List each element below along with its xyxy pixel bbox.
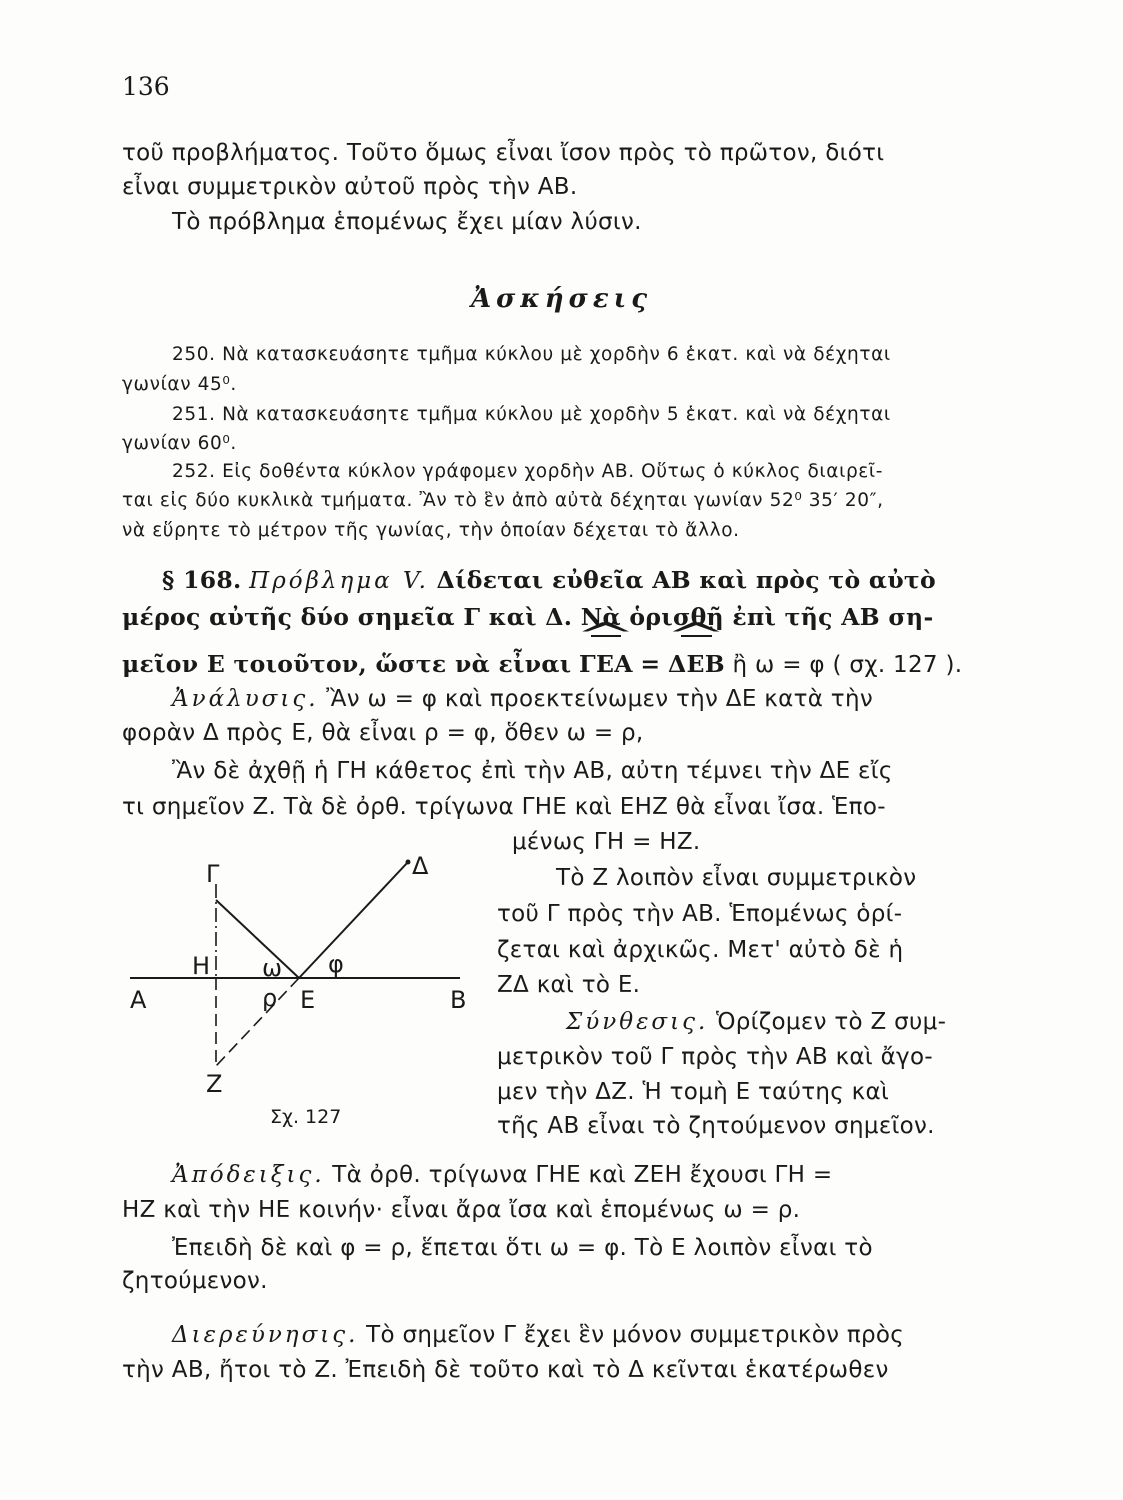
- problem-text: Δίδεται εὐθεῖα ΑΒ καὶ πρὸς τὸ αὐτὸ: [436, 566, 937, 594]
- analysis-line: [172, 686, 873, 712]
- analysis-line: τι σημεῖον Ζ. Τὰ δὲ ὀρθ. τρίγωνα ΓΗΕ καὶ ΕΗΖ θὰ εἶναι ἴσα. Ἑπο-: [122, 794, 886, 820]
- label-epsilon: Ε: [300, 986, 316, 1014]
- proof-line: ζητούμενον.: [122, 1268, 268, 1294]
- synthesis-line: μεν τὴν ΔΖ. Ἡ τομὴ Ε ταύτης καὶ: [497, 1079, 890, 1105]
- exercise-line: γωνίαν 60⁰.: [122, 433, 237, 454]
- label-zeta: Ζ: [206, 1070, 223, 1098]
- figure-127: [120, 840, 480, 1140]
- exercise-line: ται εἰς δύο κυκλικὰ τμήματα. Ἂν τὸ ἓν ἀπὸ αὐτὰ δέχηται γωνίαν 52⁰ 35′ 20″,: [122, 490, 884, 511]
- point-d: [406, 860, 411, 865]
- segment-ge: [216, 900, 299, 982]
- problem-text: μεῖον Ε τοιοῦτον, ὥστε νὰ εἶναι: [122, 650, 572, 678]
- analysis-text: Ἂν ω = φ καὶ προεκτείνωμεν τὴν ΔΕ κατὰ τὴν: [326, 686, 873, 712]
- synthesis-line: [566, 1009, 946, 1035]
- text-line: εἶναι συμμετρικὸν αὐτοῦ πρὸς τὴν ΑΒ.: [122, 174, 578, 200]
- discussion-text: Τὸ σημεῖον Γ ἔχει ἓν μόνον συμμετρικὸν πρὸς: [366, 1322, 905, 1348]
- proof-text: Τὰ ὀρθ. τρίγωνα ΓΗΕ καὶ ΖΕΗ ἔχουσι ΓΗ =: [332, 1162, 833, 1188]
- page-number: 136: [122, 72, 170, 101]
- section-number: § 168.: [162, 566, 242, 594]
- figure-reference: ( σχ. 127 ).: [832, 652, 963, 678]
- label-omega: ω: [262, 954, 283, 982]
- angle-gea: ΓΕΑ ^: [579, 650, 633, 678]
- text-line: τοῦ προβλήματος. Τοῦτο ὅμως εἶναι ἴσον πρὸς τὸ πρῶτον, διότι: [122, 140, 885, 166]
- label-alpha: Α: [130, 986, 147, 1014]
- proof-line: Ἐπειδὴ δὲ καὶ φ = ρ, ἕπεται ὅτι ω = φ. Τὸ Ε λοιπὸν εἶναι τὸ: [172, 1235, 873, 1261]
- label-delta: Δ: [412, 852, 429, 880]
- analysis-line: φορὰν Δ πρὸς Ε, θὰ εἶναι ρ = φ, ὅθεν ω = ρ,: [122, 720, 644, 746]
- analysis-line: ΖΔ καὶ τὸ Ε.: [497, 972, 641, 998]
- exercise-line: 250. Νὰ κατασκευάσητε τμῆμα κύκλου μὲ χορδὴν 6 ἑκατ. καὶ νὰ δέχηται: [172, 344, 891, 365]
- label-eta: Η: [192, 952, 211, 980]
- analysis-line: μένως ΓΗ = ΗΖ.: [512, 829, 701, 855]
- analysis-label: Ἀνάλυσις.: [172, 686, 319, 712]
- label-phi: φ: [328, 950, 344, 978]
- discussion-line: [172, 1322, 904, 1348]
- proof-line: [172, 1162, 832, 1188]
- figure-caption: Σχ. 127: [270, 1106, 342, 1128]
- segment-ed: [299, 862, 408, 978]
- problem-line-1: [162, 566, 936, 594]
- analysis-line: Ἂν δὲ ἀχθῇ ἡ ΓΗ κάθετος ἐπὶ τὴν ΑΒ, αὐτη τέμνει τὴν ΔΕ εἴς: [172, 758, 893, 784]
- synthesis-line: μετρικὸν τοῦ Γ πρὸς τὴν ΑΒ καὶ ἄγο-: [497, 1044, 933, 1070]
- proof-line: ΗΖ καὶ τὴν ΗΕ κοινήν· εἶναι ἄρα ἴσα καὶ ἑπομένως ω = ρ.: [122, 1197, 801, 1223]
- exercise-line: νὰ εὕρητε τὸ μέτρον τῆς γωνίας, τὴν ὁποίαν δέχεται τὸ ἄλλο.: [122, 520, 740, 541]
- label-beta: Β: [450, 986, 467, 1014]
- analysis-line: ζεται καὶ ἀρχικῶς. Μετ' αὐτὸ δὲ ἡ: [497, 937, 904, 963]
- analysis-line: τοῦ Γ πρὸς τὴν ΑΒ. Ἑπομένως ὁρί-: [497, 901, 903, 927]
- exercise-line: 252. Εἰς δοθέντα κύκλον γράφομεν χορδὴν ΑΒ. Οὕτως ὁ κύκλος διαιρεῖ-: [172, 461, 884, 482]
- synthesis-text: Ὁρίζομεν τὸ Ζ συμ-: [715, 1009, 947, 1035]
- exercises-heading: Ἀσκήσεις: [470, 284, 653, 314]
- problem-line-3: [122, 650, 962, 678]
- exercise-line: 251. Νὰ κατασκευάσητε τμῆμα κύκλου μὲ χορδὴν 5 ἑκατ. καὶ νὰ δέχηται: [172, 404, 891, 425]
- discussion-label: Διερεύνησις.: [172, 1322, 359, 1348]
- problem-title: Πρόβλημα V.: [249, 568, 429, 594]
- discussion-line: τὴν ΑΒ, ἤτοι τὸ Ζ. Ἐπειδὴ δὲ τοῦτο καὶ τὸ Δ κεῖνται ἑκατέρωθεν: [122, 1357, 889, 1383]
- exercise-line: γωνίαν 45⁰.: [122, 374, 237, 395]
- segment-ez: [216, 978, 299, 1066]
- synthesis-label: Σύνθεσις.: [566, 1009, 709, 1035]
- label-rho: ρ: [262, 984, 278, 1012]
- problem-text: ἢ ω = φ: [732, 652, 825, 678]
- synthesis-line: τῆς ΑΒ εἶναι τὸ ζητούμενον σημεῖον.: [497, 1113, 935, 1139]
- analysis-line: Τὸ Ζ λοιπὸν εἶναι συμμετρικὸν: [556, 865, 917, 891]
- problem-line-2: μέρος αὐτῆς δύο σημεῖα Γ καὶ Δ. Νὰ ὁρισθῇ ἐπὶ τῆς ΑΒ ση-: [122, 603, 934, 631]
- proof-label: Ἀπόδειξις.: [172, 1162, 325, 1188]
- text-line: Τὸ πρόβλημα ἑπομένως ἔχει μίαν λύσιν.: [172, 209, 642, 235]
- angle-deb: ΔΕΒ ^: [668, 650, 725, 678]
- label-gamma: Γ: [206, 860, 220, 888]
- equals-sign: =: [640, 650, 661, 678]
